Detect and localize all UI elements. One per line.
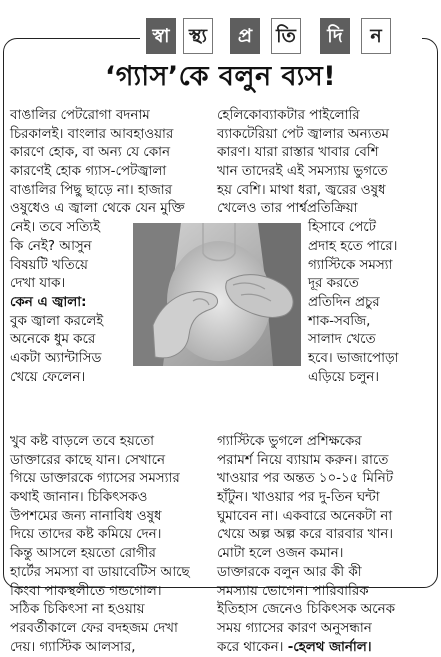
stomach-pain-photo — [133, 223, 301, 366]
text-line: দূর করতে — [308, 276, 359, 292]
text-line: ডাক্তারের কাছে যান। সেখানে — [10, 452, 165, 468]
article-headline: ‘গ্যাস’কে বলুন ব্যস! — [104, 61, 337, 92]
text-line: গ্যাস্টিকে ভুগলে প্রশিক্ষকের — [217, 434, 362, 449]
text-line: কারণে হোক, বা অন্য যে কোন — [10, 145, 170, 161]
text-line: বুক জ্বালা করলেই — [10, 313, 104, 329]
text-line: খুব কষ্ট বাড়লে তবে হয়তো — [10, 434, 155, 449]
photo-illustration — [133, 223, 301, 366]
header-tile: স্বা — [146, 18, 176, 54]
text-line: হবে। ভাজাপোড়া — [308, 350, 399, 366]
text-line: অনেকে ধুম করে — [10, 332, 96, 348]
header-tile: স্থ্য — [183, 18, 213, 54]
text-line: হার্টের সমস্যা বা ডায়াবেটিস আছে — [10, 564, 190, 580]
closing-text: করে থাকেন। — [217, 639, 284, 655]
text-line: কথাই জানান। চিকিৎসকও — [10, 490, 148, 506]
text-line: বিষয়টি খতিয়ে — [10, 257, 88, 273]
text-line: খেয়ে অল্প অল্প করে বারবার খান। — [217, 527, 394, 543]
text-line: দেয়। গ্যাস্টিক আলসার, — [10, 639, 136, 655]
left-column-bottom — [10, 433, 190, 657]
text-line: খেয়ে ফেলেন। — [10, 369, 86, 385]
text-line: সঠিক চিকিৎসা না হওয়ায় — [10, 602, 145, 618]
text-line: কি নেই? আসুন — [10, 238, 92, 254]
text-line: পরবর্তীকালে ফের বদহজম দেখা — [10, 620, 178, 636]
text-line: বাঙালির পিছু ছাড়ে না। হাজার — [10, 182, 173, 198]
text-line: ইতিহাস জেনেও চিকিৎসক অনেক — [217, 602, 395, 618]
text-line: হাঁটুন। খাওয়ার পর দু-তিন ঘন্টা — [217, 490, 380, 506]
text-line: খান তাদেরই এই সমস্যায় ভুগতে — [217, 164, 388, 180]
text-line: হয় বেশি। মাথা ধরা, জ্বরের ওষুধ — [217, 182, 386, 198]
text-line: উপশমের জন্য নানাবিধ ওষুধ — [10, 508, 162, 524]
text-line: শাক-সবজি, — [308, 313, 371, 329]
text-line: কারণ। যারা রাস্তার খাবার বেশি — [217, 145, 379, 161]
text-line: প্রতিদিন প্রচুর — [308, 294, 380, 310]
text-line: কিন্তু আসলে হয়তো রোগীর — [10, 546, 156, 562]
text-line: মোটা হলে ওজন কমান। — [217, 546, 344, 562]
text-line: সালাদ খেতে — [308, 332, 376, 348]
text-line: একটা অ্যান্টাসিড — [10, 350, 102, 366]
header-tile: দি — [320, 18, 350, 54]
header-tile: প্র — [230, 18, 260, 54]
text-line: ব্যাকটেরিয়া পেট জ্বালার অন্যতম — [217, 126, 389, 142]
text-line: সময় গ্যাসের কারণ অনুসন্ধান — [217, 620, 372, 636]
text-line: গ্যাস্টিকে সমস্যা — [308, 257, 393, 273]
text-line: ঘুমাবেন না। একবারে অনেকটা না — [217, 508, 393, 524]
subhead: কেন এ জ্বালা: — [10, 294, 87, 310]
text-line: ওষুধেও এ জ্বালা থেকে যেন মুক্তি — [10, 201, 185, 217]
text-line: প্রদাহ হতে পারে। — [308, 238, 398, 254]
text-line: খেলেও তার পার্শ্বপ্রতিক্রিয়া — [217, 201, 358, 217]
header-tile: তি — [271, 18, 301, 54]
text-line: হিসাবে পেটে — [308, 220, 376, 236]
text-line: কারণেই হোক গ্যাস-পেটজ্বালা — [10, 164, 167, 180]
text-line: ডাক্তারকে বলুন আর কী কী — [217, 564, 362, 580]
text-line: পরামর্শ নিয়ে ব্যায়াম করুন। রাতে — [217, 452, 389, 468]
text-line: চিরকালই। বাংলার আবহাওয়ার — [10, 126, 174, 142]
text-line: এড়িয়ে চলুন। — [308, 369, 380, 385]
text-line: দিয়ে তাদের কষ্ট কমিয়ে দেন। — [10, 527, 162, 543]
right-column-bottom — [217, 433, 395, 657]
text-line: খাওয়ার পর অন্তত ১০-১৫ মিনিট — [217, 471, 394, 487]
text-line: দেখা যাক। — [10, 276, 66, 292]
text-line: নেই। তবে সত্যিই — [10, 220, 101, 236]
text-line: হেলিকোব্যাকটার পাইলোরি — [217, 108, 360, 123]
text-line: বাঙালির পেটরোগা বদনাম — [10, 108, 150, 123]
text-line: সমস্যায় ভোগেন। পারিবারিক — [217, 583, 369, 599]
text-line — [217, 639, 395, 657]
source-credit: -হেলথ জার্নাল। — [287, 639, 372, 655]
header-tile: ন — [361, 18, 391, 54]
text-line: গিয়ে ডাক্তারকে গ্যাসের সমস্যার — [10, 471, 180, 487]
text-line: কিংবা পাকস্থলীতে গন্ডগোল। — [10, 583, 162, 599]
